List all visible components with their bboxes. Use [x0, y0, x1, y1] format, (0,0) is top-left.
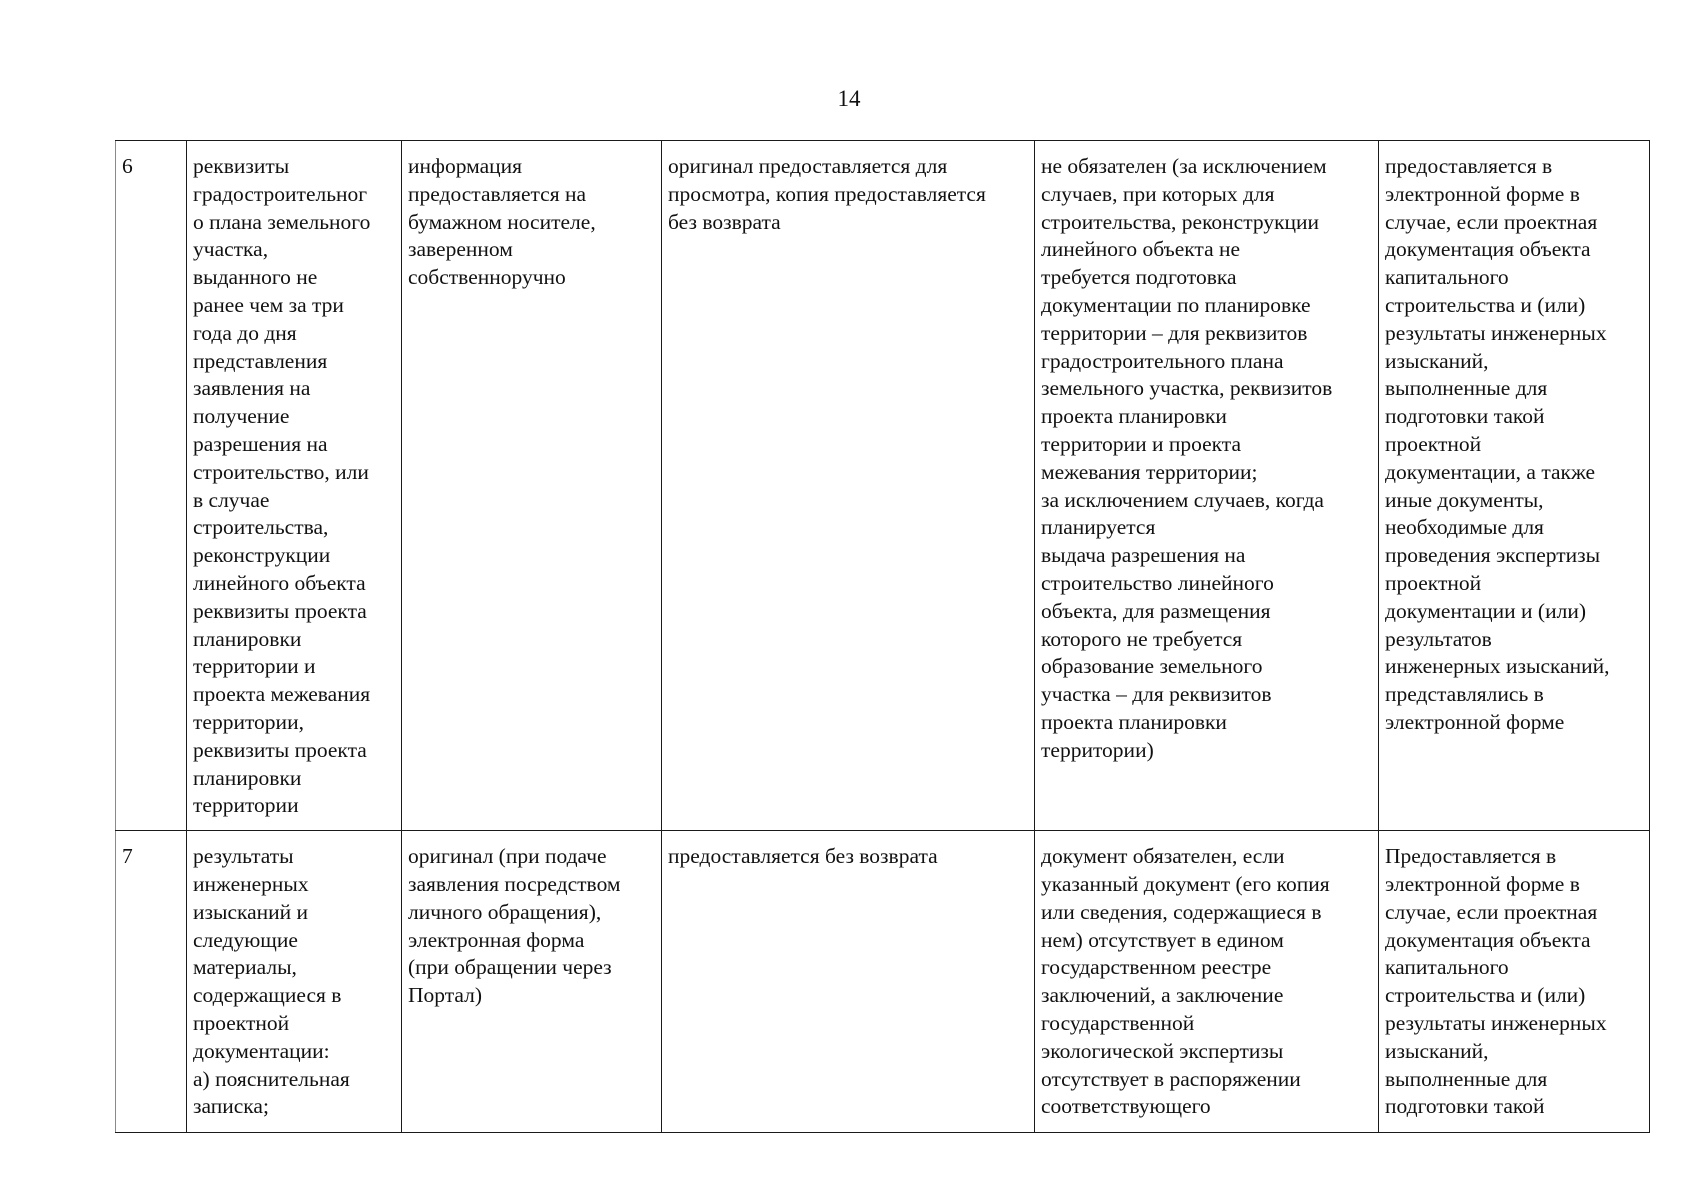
cell-text-line: отсутствует в распоряжении	[1041, 1066, 1301, 1091]
cell-text-line: не обязателен (за исключением	[1041, 154, 1327, 178]
cell-text-line: о плана земельного	[193, 209, 371, 234]
submission-form-cell	[402, 831, 662, 1133]
cell-text-line: выполненные для	[1385, 1066, 1548, 1091]
cell-text-line: заявления на	[193, 376, 311, 401]
cell-text-line: выдача разрешения на	[1041, 543, 1246, 568]
cell-text-line: проектной	[1385, 431, 1482, 456]
cell-text-line: выданного не	[193, 265, 318, 290]
requirements-table	[115, 140, 1650, 1133]
cell-text-line: капитального	[1385, 955, 1509, 980]
cell-text-line: записка;	[193, 1094, 269, 1119]
cell-text-line: случае, если проектная	[1385, 209, 1598, 234]
cell-text-line: результаты	[193, 844, 294, 869]
cell-text-line: документации по планировке	[1041, 292, 1311, 317]
cell-text-line: проекта планировки	[1041, 404, 1227, 429]
cell-text-line: проектной	[193, 1010, 290, 1035]
cell-text-line: государственном реестре	[1041, 955, 1272, 980]
cell-text-line: личного обращения),	[408, 899, 602, 924]
cell-text-line: иные документы,	[1385, 487, 1544, 512]
mandatory-status-cell	[1035, 831, 1379, 1133]
cell-text-line: материалы,	[193, 955, 297, 980]
cell-text-line: государственной	[1041, 1010, 1195, 1035]
row-number: 7	[122, 844, 133, 869]
cell-text-line: случае, если проектная	[1385, 899, 1598, 924]
cell-text-line: электронная форма	[408, 927, 585, 952]
cell-text-line: проекта межевания	[193, 682, 371, 707]
cell-text-line: участка,	[193, 237, 269, 262]
cell-text-line: инженерных изысканий,	[1385, 654, 1610, 679]
cell-text-line: года до дня	[193, 320, 297, 345]
cell-text-line: реквизиты проекта	[193, 598, 367, 623]
cell-text-line: планировки	[193, 765, 302, 790]
cell-text-line: градостроительного плана	[1041, 348, 1284, 373]
cell-text-line: электронной форме в	[1385, 181, 1580, 206]
cell-text-line: планируется	[1041, 515, 1156, 540]
cell-text-line: изысканий и	[193, 899, 309, 924]
cell-text-line: территории	[193, 793, 299, 818]
cell-text-line: необходимые для	[1385, 515, 1544, 540]
cell-text-line: электронной форме в	[1385, 871, 1580, 896]
cell-text-line: проектной	[1385, 570, 1482, 595]
cell-text-line: результатов	[1385, 626, 1492, 651]
page-number: 14	[837, 86, 861, 111]
cell-text-line: представлялись в	[1385, 682, 1544, 707]
table-row	[116, 141, 1650, 831]
cell-text-line: участка – для реквизитов	[1041, 682, 1272, 707]
cell-text-line: линейного объекта не	[1041, 237, 1241, 262]
cell-text-line: Портал)	[408, 983, 483, 1008]
cell-text-line: реконструкции	[193, 543, 331, 568]
cell-text-line: в случае	[193, 487, 270, 512]
cell-text-line: результаты инженерных	[1385, 1010, 1607, 1035]
cell-text-line: проекта планировки	[1041, 709, 1227, 734]
cell-text-line: реквизиты проекта	[193, 737, 367, 762]
cell-text-line: территории и	[193, 654, 316, 679]
cell-text-line: образование земельного	[1041, 654, 1263, 679]
cell-text-line: а) пояснительная	[193, 1066, 350, 1091]
cell-text-line: проведения экспертизы	[1385, 543, 1601, 568]
cell-text-line: документации, а также	[1385, 459, 1596, 484]
submission-form-cell	[402, 141, 662, 831]
cell-text-line: оригинал (при подаче	[408, 844, 607, 869]
cell-text-line: линейного объекта	[193, 570, 366, 595]
cell-text-line: выполненные для	[1385, 376, 1548, 401]
mandatory-status-cell	[1035, 141, 1379, 831]
cell-text-line: предоставляется без возврата	[668, 844, 938, 869]
row-number-cell	[116, 831, 187, 1133]
cell-text-line: территории – для реквизитов	[1041, 320, 1308, 345]
cell-text-line: строительство линейного	[1041, 570, 1274, 595]
cell-text-line: содержащиеся в	[193, 983, 342, 1008]
cell-text-line: подготовки такой	[1385, 1094, 1545, 1119]
cell-text-line: строительства и (или)	[1385, 292, 1586, 317]
cell-text-line: требуется подготовка	[1041, 265, 1237, 290]
cell-text-line: строительства и (или)	[1385, 983, 1586, 1008]
cell-text-line: объекта, для размещения	[1041, 598, 1271, 623]
cell-text-line: (при обращении через	[408, 955, 612, 980]
row-number: 6	[122, 154, 133, 178]
cell-text-line: территории и проекта	[1041, 431, 1241, 456]
cell-text-line: следующие	[193, 927, 298, 952]
cell-text-line: документации:	[193, 1038, 330, 1063]
cell-text-line: изысканий,	[1385, 1038, 1489, 1063]
cell-text-line: планировки	[193, 626, 302, 651]
cell-text-line: указанный документ (его копия	[1041, 871, 1330, 896]
document-name-cell	[187, 831, 402, 1133]
cell-text-line: оригинал предоставляется для	[668, 154, 948, 178]
cell-text-line: инженерных	[193, 871, 309, 896]
cell-text-line: документ обязателен, если	[1041, 844, 1285, 869]
return-terms-cell	[662, 141, 1035, 831]
cell-text-line: бумажном носителе,	[408, 209, 596, 234]
cell-text-line: заявления посредством	[408, 871, 621, 896]
cell-text-line: документации и (или)	[1385, 598, 1586, 623]
cell-text-line: предоставляется в	[1385, 154, 1553, 178]
cell-text-line: строительство, или	[193, 459, 369, 484]
cell-text-line: территории,	[193, 709, 304, 734]
cell-text-line: получение	[193, 404, 290, 429]
cell-text-line: подготовки такой	[1385, 404, 1545, 429]
cell-text-line: предоставляется на	[408, 181, 587, 206]
cell-text-line: результаты инженерных	[1385, 320, 1607, 345]
cell-text-line: случаев, при которых для	[1041, 181, 1275, 206]
electronic-form-cell	[1379, 831, 1650, 1133]
cell-text-line: нем) отсутствует в едином	[1041, 927, 1284, 952]
cell-text-line: экологической экспертизы	[1041, 1038, 1284, 1063]
cell-text-line: документация объекта	[1385, 927, 1591, 952]
cell-text-line: реквизиты	[193, 154, 290, 178]
document-name-cell	[187, 141, 402, 831]
cell-text-line: капитального	[1385, 265, 1509, 290]
cell-text-line: документация объекта	[1385, 237, 1591, 262]
return-terms-cell	[662, 831, 1035, 1133]
cell-text-line: просмотра, копия предоставляется	[668, 181, 986, 206]
cell-text-line: Предоставляется в	[1385, 844, 1557, 869]
cell-text-line: строительства,	[193, 515, 329, 540]
table-row	[116, 831, 1650, 1133]
cell-text-line: электронной форме	[1385, 709, 1565, 734]
cell-text-line: строительства, реконструкции	[1041, 209, 1320, 234]
cell-text-line: заверенном	[408, 237, 513, 262]
cell-text-line: соответствующего	[1041, 1094, 1211, 1119]
cell-text-line: межевания территории;	[1041, 459, 1258, 484]
cell-text-line: которого не требуется	[1041, 626, 1243, 651]
cell-text-line: земельного участка, реквизитов	[1041, 376, 1333, 401]
cell-text-line: градостроительног	[193, 181, 368, 206]
cell-text-line: изысканий,	[1385, 348, 1489, 373]
cell-text-line: территории)	[1041, 737, 1154, 762]
row-number-cell	[116, 141, 187, 831]
cell-text-line: заключений, а заключение	[1041, 983, 1284, 1008]
cell-text-line: без возврата	[668, 209, 781, 234]
electronic-form-cell	[1379, 141, 1650, 831]
cell-text-line: ранее чем за три	[193, 292, 344, 317]
cell-text-line: разрешения на	[193, 431, 328, 456]
cell-text-line: информация	[408, 154, 523, 178]
cell-text-line: представления	[193, 348, 328, 373]
cell-text-line: или сведения, содержащиеся в	[1041, 899, 1322, 924]
cell-text-line: за исключением случаев, когда	[1041, 487, 1324, 512]
cell-text-line: собственноручно	[408, 265, 566, 290]
